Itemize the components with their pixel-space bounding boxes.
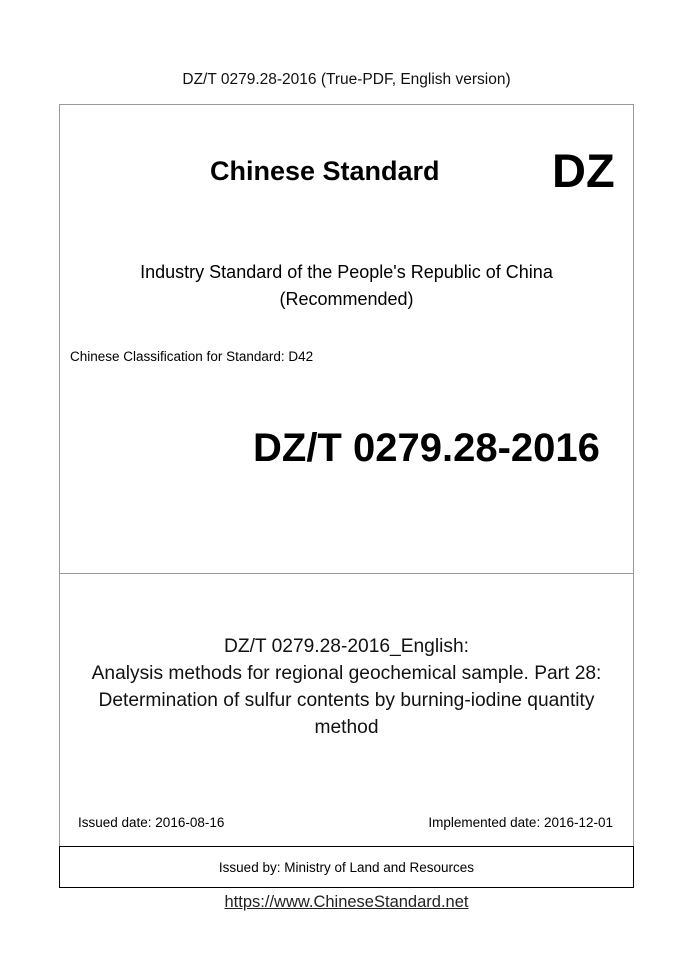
industry-line-1: Industry Standard of the People's Republic of China (140, 262, 553, 282)
dz-mark: DZ (552, 144, 615, 197)
title-line-2: Analysis methods for regional geochemical sample. Part 28: (91, 663, 602, 684)
standard-number: DZ/T 0279.28-2016 (253, 426, 600, 470)
issued-by-text: Issued by: Ministry of Land and Resources (218, 860, 475, 875)
standard-label: Chinese Standard (210, 156, 440, 186)
website-link[interactable]: https://www.ChineseStandard.net (224, 893, 469, 911)
title-line-4: method (314, 717, 379, 738)
implemented-date: Implemented date: 2016-12-01 (428, 815, 613, 830)
industry-standard-text (0, 259, 693, 313)
title-line-1: DZ/T 0279.28-2016_English: (224, 636, 469, 657)
classification-text: Chinese Classification for Standard: D42 (70, 349, 314, 364)
page-header: DZ/T 0279.28-2016 (True-PDF, English version) (182, 71, 511, 88)
issued-date: Issued date: 2016-08-16 (78, 815, 225, 830)
industry-line-2: (Recommended) (279, 289, 414, 309)
title-line-3: Determination of sulfur contents by burning-iodine quantity (98, 690, 595, 711)
document-title (66, 633, 627, 741)
